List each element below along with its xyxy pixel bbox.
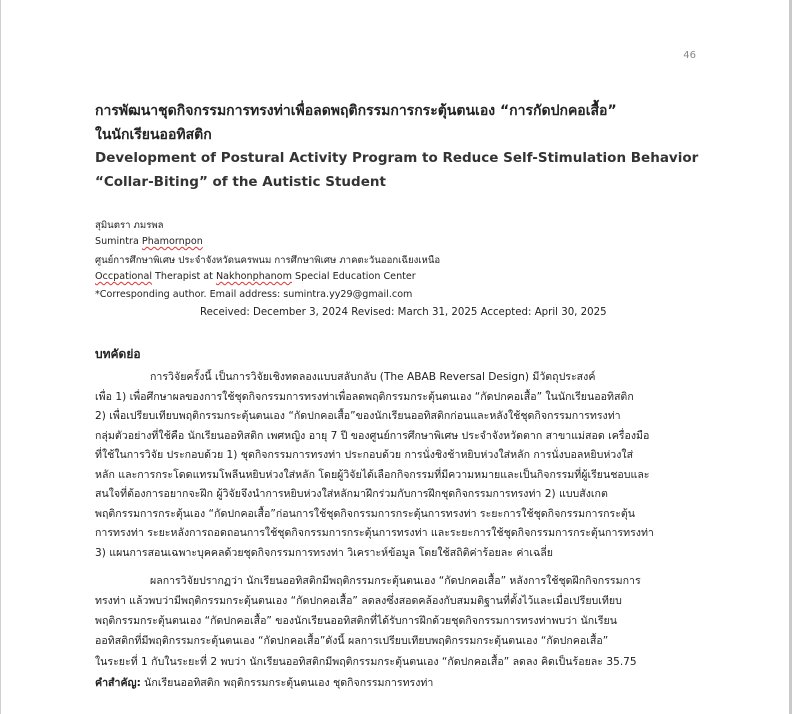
keywords-line [95, 675, 697, 691]
abstract-line: พฤติกรรมการกระตุ้นเอง “กัดปกคอเสื้อ”ก่อนการใช้ชุดกิจกรรมการกระตุ้นการทรงท่า ระยะการใช้ชุดกิจกรรมการกระตุ้น [95, 508, 636, 520]
thai-title-line-2: ในนักเรียนออทิสติก [95, 127, 212, 143]
abstract-line: การวิจัยครั้งนี้ เป็นการวิจัยเชิงทดลองแบบสลับกลับ (The ABAB Reversal Design) มีวัตถุประสงค์ [150, 371, 596, 383]
author-thai-name: สุมินตรา ภมรพล [95, 220, 164, 231]
affiliation-rest-text: Special Education Center [291, 271, 416, 282]
abstract-line: ออทิสติกที่มีพฤติกรรมกระตุ้นตนเอง “กัดปกคอเสื้อ”ดังนี้ ผลการเปรียบเทียบพฤติกรรมกระตุ้นตนเอง “กัดปกคอเสื้อ” [95, 635, 609, 647]
keywords-label: คำสำคัญ: [95, 677, 141, 689]
corresponding-author: *Corresponding author. Email address: sumintra.yy29@gmail.com [95, 289, 413, 300]
affiliation-word-occpational: Occpational [95, 271, 152, 282]
english-title-line-1: Development of Postural Activity Program to Reduce Self-Stimulation Behavior [95, 150, 699, 166]
page-number: 46 [683, 50, 696, 61]
abstract-line: พฤติกรรมกระตุ้นตนเอง “กัดปกคอเสื้อ” ของนักเรียนออทิสติกที่ได้รับการฝึกด้วยชุดกิจกรรมการทรงท่าพบว่า นักเรียน [95, 615, 617, 627]
abstract-line: กลุ่มตัวอย่างที่ใช้คือ นักเรียนออทิสติก เพศหญิง อายุ 7 ปี ของศูนย์การศึกษาพิเศษ ประจำจังหวัดตาก สาขาแม่สอด เครื่องมือ [95, 430, 650, 442]
author-last-name: Phamornpon [141, 236, 203, 247]
author-first-name: Sumintra [95, 236, 139, 247]
english-title-line-2: “Collar-Biting” of the Autistic Student [95, 174, 386, 190]
affiliation-mid-text: Therapist at [152, 271, 216, 282]
abstract-line: เพื่อ 1) เพื่อศึกษาผลของการใช้ชุดกิจกรรมการทรงท่าเพื่อลดพฤติกรรมกระตุ้นตนเอง “กัดปกคอเสื้อ” ในนักเรียนออทิสติก [95, 391, 634, 403]
affiliation-thai: ศูนย์การศึกษาพิเศษ ประจำจังหวัดนครพนม การศึกษาพิเศษ ภาคตะวันออกเฉียงเหนือ [95, 255, 441, 266]
abstract-line: ทรงท่า แล้วพบว่ามีพฤติกรรมกระตุ้นตนเอง “กัดปกคอเสื้อ” ลดลงซึ่งสอดคล้องกับสมมติฐานที่ตั้งไว้และเมื่อเปรียบเทียบ [95, 595, 622, 607]
affiliation-english [95, 271, 416, 282]
keywords-text: นักเรียนออทิสติก พฤติกรรมกระตุ้นตนเอง ชุดกิจกรรมการทรงท่า [140, 677, 434, 689]
abstract-line: ในระยะที่ 1 กับในระยะที่ 2 พบว่า นักเรียนออทิสติกมีพฤติกรรมกระตุ้นตนเอง “กัดปกคอเสื้อ” ลดลง คิดเป็นร้อยละ 35.75 [95, 656, 637, 668]
abstract-line: 3) แผนการสอนเฉพาะบุคคลด้วยชุดกิจกรรมการทรงท่า วิเคราะห์ข้อมูล โดยใช้สถิติค่าร้อยละ ค่าเฉลี่ย [95, 547, 553, 559]
abstract-heading: บทคัดย่อ [95, 347, 141, 361]
author-english-name [95, 236, 203, 247]
abstract-line: หลัก และการกระโดดแทรมโพลีนหยิบห่วงใส่หลัก โดยผู้วิจัยได้เลือกกิจกรรมที่มีความหมายและเป็นกิจกรรมที่ผู้เรียนชอบและ [95, 469, 650, 481]
thai-title-line-1: การพัฒนาชุดกิจกรรมการทรงท่าเพื่อลดพฤติกรรมการกระตุ้นตนเอง “การกัดปกคอเสื้อ” [95, 103, 617, 119]
abstract-line: 2) เพื่อเปรียบเทียบพฤติกรรมกระตุ้นตนเอง “กัดปกคอเสื้อ”ของนักเรียนออทิสติกก่อนและหลังใช้ชุดกิจกรรมการทรงท่า [95, 410, 621, 422]
abstract-line: ผลการวิจัยปรากฏว่า นักเรียนออทิสติกมีพฤติกรรมกระตุ้นตนเอง “กัดปกคอเสื้อ” หลังการใช้ชุดฝึกกิจกรรมการ [150, 575, 641, 587]
page-left-border [0, 0, 1, 714]
submission-dates: Received: December 3, 2024 Revised: March 31, 2025 Accepted: April 30, 2025 [200, 307, 607, 318]
abstract-line: ที่ใช้ในการวิจัย ประกอบด้วย 1) ชุดกิจกรรมการทรงท่า ประกอบด้วย การนั่งชิงช้าหยิบห่วงใส่หลัก การนั่งบอลหยิบห่วงใส่ [95, 449, 634, 461]
abstract-line: สนใจที่ต้องการอยากจะฝึก ผู้วิจัยจึงนำการหยิบห่วงใส่หลักมาฝึกร่วมกับการฝึกชุดกิจกรรมการทรงท่า 2) แบบสังเกต [95, 488, 608, 500]
abstract-line: การทรงท่า ระยะหลังการถอดถอนการใช้ชุดกิจกรรมการกระตุ้นการทรงท่า และระยะการใช้ชุดกิจกรรมการกระตุ้นการทรงท่า [95, 527, 654, 539]
affiliation-word-nakhonphanom: Nakhonphanom [215, 271, 292, 282]
